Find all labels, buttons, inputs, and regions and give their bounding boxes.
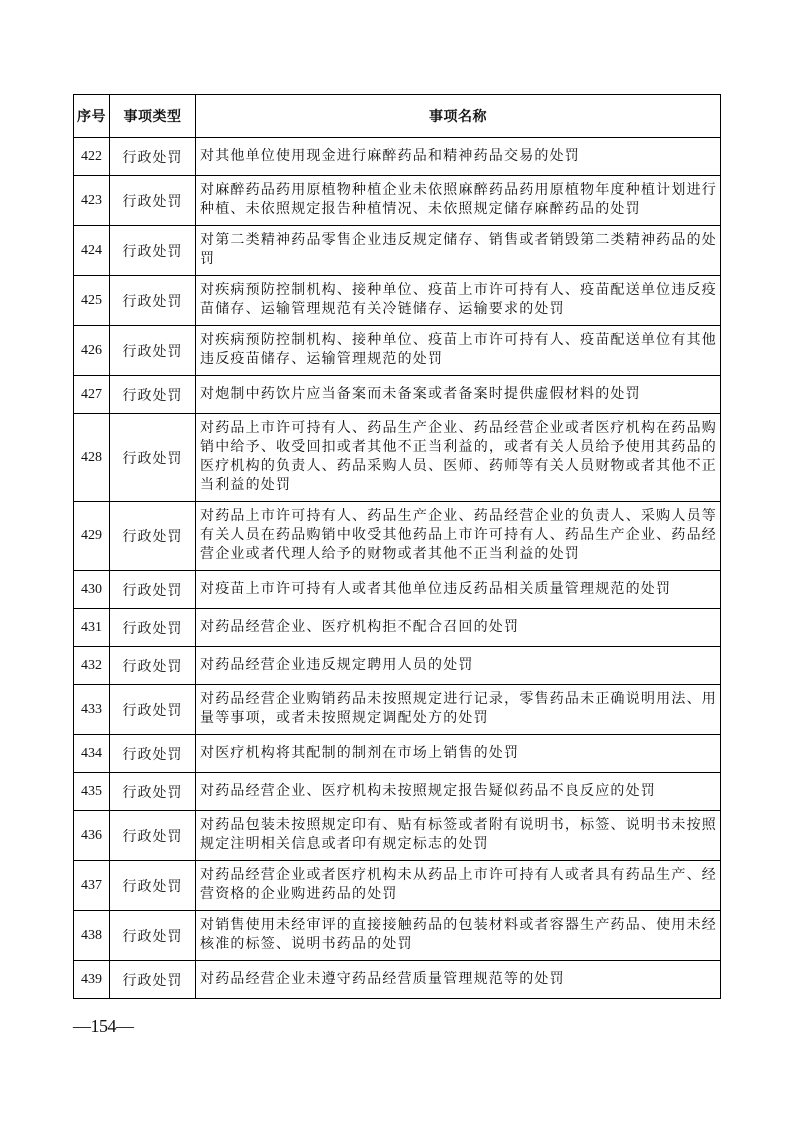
table-row [74,961,721,999]
table-row [74,414,721,502]
row-index: 424 [74,226,110,276]
row-type: 行政处罚 [110,226,196,276]
row-index: 432 [74,647,110,685]
row-type: 行政处罚 [110,647,196,685]
row-name: 对销售使用未经审评的直接接触药品的包装材料或者容器生产药品、使用未经核准的标签、说明书药品的处罚 [196,911,721,961]
row-name: 对药品上市许可持有人、药品生产企业、药品经营企业的负责人、采购人员等有关人员在药品购销中收受其他药品上市许可持有人、药品生产企业、药品经营企业或者代理人给予的财物或者其他不正当利益的处罚 [196,502,721,571]
row-index: 422 [74,138,110,176]
row-index: 438 [74,911,110,961]
row-name: 对药品经营企业购销药品未按照规定进行记录，零售药品未正确说明用法、用量等事项，或者未按照规定调配处方的处罚 [196,685,721,735]
row-name: 对炮制中药饮片应当备案而未备案或者备案时提供虚假材料的处罚 [196,376,721,414]
row-type: 行政处罚 [110,276,196,326]
row-index: 436 [74,811,110,861]
row-index: 430 [74,571,110,609]
row-index: 429 [74,502,110,571]
row-index: 435 [74,773,110,811]
row-name: 对第二类精神药品零售企业违反规定储存、销售或者销毁第二类精神药品的处罚 [196,226,721,276]
table-row [74,502,721,571]
table-row [74,811,721,861]
row-index: 428 [74,414,110,502]
row-index: 433 [74,685,110,735]
table-row [74,376,721,414]
row-index: 425 [74,276,110,326]
row-type: 行政处罚 [110,911,196,961]
row-name: 对药品上市许可持有人、药品生产企业、药品经营企业或者医疗机构在药品购销中给予、收受回扣或者其他不正当利益的，或者有关人员给予使用其药品的医疗机构的负责人、药品采购人员、医师、药师等有关人员财物或者其他不正当利益的处罚 [196,414,721,502]
row-name: 对药品经营企业或者医疗机构未从药品上市许可持有人或者具有药品生产、经营资格的企业购进药品的处罚 [196,861,721,911]
row-type: 行政处罚 [110,773,196,811]
table-row [74,138,721,176]
row-type: 行政处罚 [110,685,196,735]
row-name: 对药品包装未按照规定印有、贴有标签或者附有说明书，标签、说明书未按照规定注明相关信息或者印有规定标志的处罚 [196,811,721,861]
row-type: 行政处罚 [110,571,196,609]
row-index: 427 [74,376,110,414]
row-type: 行政处罚 [110,376,196,414]
table-row [74,911,721,961]
row-name: 对麻醉药品药用原植物种植企业未依照麻醉药品药用原植物年度种植计划进行种植、未依照规定报告种植情况、未依照规定储存麻醉药品的处罚 [196,176,721,226]
header-index: 序号 [74,95,110,138]
row-index: 423 [74,176,110,226]
row-name: 对其他单位使用现金进行麻醉药品和精神药品交易的处罚 [196,138,721,176]
row-type: 行政处罚 [110,414,196,502]
table-row [74,647,721,685]
row-type: 行政处罚 [110,138,196,176]
row-index: 434 [74,735,110,773]
row-type: 行政处罚 [110,609,196,647]
row-name: 对医疗机构将其配制的制剂在市场上销售的处罚 [196,735,721,773]
row-index: 431 [74,609,110,647]
row-type: 行政处罚 [110,811,196,861]
table-row [74,773,721,811]
row-type: 行政处罚 [110,735,196,773]
page-number: —154— [73,1016,134,1036]
row-name: 对药品经营企业、医疗机构拒不配合召回的处罚 [196,609,721,647]
table-row [74,176,721,226]
row-name: 对疾病预防控制机构、接种单位、疫苗上市许可持有人、疫苗配送单位有其他违反疫苗储存、运输管理规范的处罚 [196,326,721,376]
row-type: 行政处罚 [110,961,196,999]
table-row [74,326,721,376]
table-row [74,735,721,773]
table-row [74,276,721,326]
row-type: 行政处罚 [110,176,196,226]
header-name: 事项名称 [196,95,721,138]
row-name: 对药品经营企业未遵守药品经营质量管理规范等的处罚 [196,961,721,999]
table-row [74,609,721,647]
row-name: 对疾病预防控制机构、接种单位、疫苗上市许可持有人、疫苗配送单位违反疫苗储存、运输管理规范有关冷链储存、运输要求的处罚 [196,276,721,326]
row-index: 439 [74,961,110,999]
row-index: 437 [74,861,110,911]
row-type: 行政处罚 [110,861,196,911]
row-type: 行政处罚 [110,326,196,376]
table-row [74,861,721,911]
table-row [74,685,721,735]
table-row [74,226,721,276]
row-index: 426 [74,326,110,376]
row-name: 对疫苗上市许可持有人或者其他单位违反药品相关质量管理规范的处罚 [196,571,721,609]
header-type: 事项类型 [110,95,196,138]
table-header-row [74,95,721,138]
row-name: 对药品经营企业、医疗机构未按照规定报告疑似药品不良反应的处罚 [196,773,721,811]
row-type: 行政处罚 [110,502,196,571]
matters-table [73,94,721,999]
table-row [74,571,721,609]
row-name: 对药品经营企业违反规定聘用人员的处罚 [196,647,721,685]
